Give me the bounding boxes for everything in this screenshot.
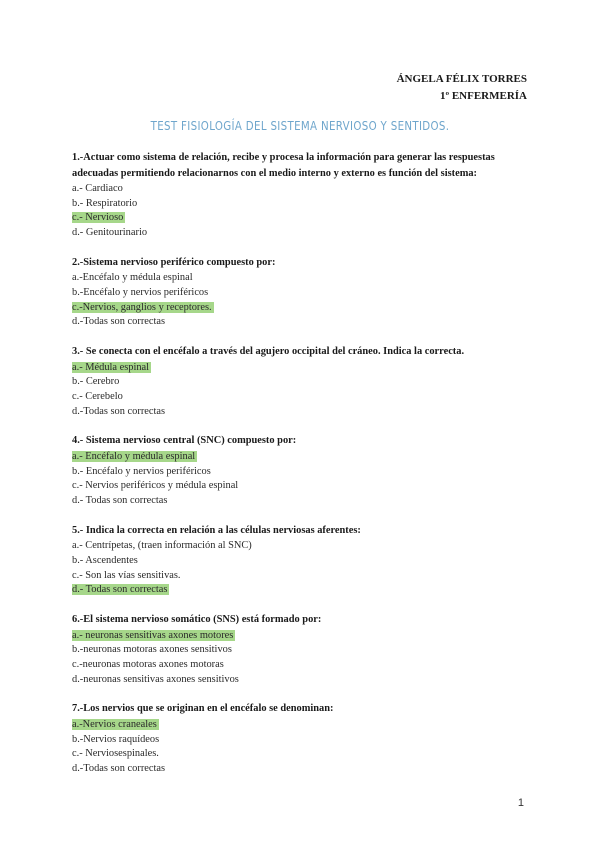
answer-option [72, 747, 534, 762]
answer-option-text: d.- Todas son correctas [72, 584, 168, 596]
question-text: 1.-Actuar como sistema de relación, recibe y procesa la información para generar las respuestas adecuadas permitiendo relacionarnos con el medio interno y externo es función del sistema: [72, 152, 495, 179]
answer-option [72, 643, 534, 658]
answer-option-correct [72, 361, 534, 376]
answer-option-text: a.-Nervios craneales [72, 718, 157, 730]
answer-option [72, 405, 534, 420]
answer-option-text: b.-Encéfalo y nervios periféricos [72, 287, 209, 299]
answer-option [72, 315, 534, 330]
document-header [397, 71, 527, 105]
answer-option-correct [72, 301, 534, 316]
question-text: 3.- Se conecta con el encéfalo a través del agujero occipital del cráneo. Indica la correcta. [72, 346, 465, 358]
answer-option-text: b.- Encéfalo y nervios periféricos [72, 465, 211, 477]
answer-option [72, 658, 534, 673]
answer-option-text: c.- Cerebelo [72, 391, 123, 403]
answer-option [72, 733, 534, 748]
answer-option-text: c.- Nervios periféricos y médula espinal [72, 480, 239, 492]
answer-option [72, 465, 534, 480]
question-2 [72, 255, 534, 330]
answer-option-text: d.-Todas son correctas [72, 405, 166, 417]
answer-option [72, 226, 534, 241]
question-text: 7.-Los nervios que se originan en el encéfalo se denominan: [72, 703, 334, 715]
answer-option [72, 539, 534, 554]
answer-option-text: d.-Todas son correctas [72, 316, 166, 328]
answer-option [72, 286, 534, 301]
question-4 [72, 433, 534, 508]
answer-option-text: b.- Ascendentes [72, 554, 138, 566]
page-number: 1 [517, 797, 524, 809]
answer-option-text: a.- Centrípetas, (traen información al SNC) [72, 540, 252, 552]
answer-option-text: d.-neuronas sensitivas axones sensitivos [72, 673, 239, 685]
answer-option-text: a.-Encéfalo y médula espinal [72, 272, 193, 284]
answer-option [72, 390, 534, 405]
answer-option-text: a.- Encéfalo y médula espinal [72, 450, 196, 462]
answer-option-text: c.-Nervios, ganglios y receptores. [72, 301, 212, 313]
answer-option-text: c.- Son las vías sensitivas. [72, 569, 181, 581]
answer-option [72, 569, 534, 584]
answer-option [72, 271, 534, 286]
answer-option [72, 673, 534, 688]
question-3 [72, 344, 534, 419]
answer-option-correct [72, 718, 534, 733]
answer-option-text: d.- Genitourinario [72, 227, 148, 239]
question-7 [72, 701, 534, 776]
question-text: 5.- Indica la correcta en relación a las células nerviosas aferentes: [72, 524, 361, 536]
answer-option-text: a.- Cardiaco [72, 183, 123, 194]
answer-option [72, 375, 534, 390]
answer-option-text: a.- neuronas sensitivas axones motores [72, 629, 234, 641]
answer-option [72, 197, 534, 212]
answer-option [72, 182, 534, 197]
answer-option-text: c.- Nervioso [72, 212, 124, 224]
answer-option-text: b.- Respiratorio [72, 197, 138, 209]
question-1 [72, 150, 534, 241]
answer-option-correct [72, 583, 534, 598]
answer-option [72, 494, 534, 509]
answer-option-correct [72, 211, 534, 226]
answer-option-text: b.-Nervios raquídeos [72, 733, 160, 745]
course-label: 1º ENFERMERÍA [439, 90, 527, 102]
question-5 [72, 523, 534, 598]
answer-option-text: a.- Médula espinal [72, 361, 150, 373]
page-title: TEST FISIOLOGÍA DEL SISTEMA NERVIOSO Y SENTIDOS. [150, 118, 450, 133]
answer-option-text: b.- Cerebro [72, 376, 120, 388]
answer-option-text: b.-neuronas motoras axones sensitivos [72, 644, 232, 656]
answer-option-text: c.-neuronas motoras axones motoras [72, 658, 224, 670]
answer-option-correct [72, 629, 534, 644]
answer-option-text: c.- Nerviosespinales. [72, 748, 159, 760]
author-name: ÁNGELA FÉLIX TORRES [396, 73, 527, 85]
question-6 [72, 612, 534, 687]
answer-option-text: d.- Todas son correctas [72, 495, 168, 507]
question-text: 2.-Sistema nervioso periférico compuesto por: [72, 256, 276, 268]
answer-option-text: d.-Todas son correctas [72, 762, 166, 774]
question-text: 6.-El sistema nervioso somático (SNS) está formado por: [72, 614, 322, 626]
answer-option [72, 554, 534, 569]
answer-option [72, 762, 534, 777]
answer-option [72, 479, 534, 494]
answer-option-correct [72, 450, 534, 465]
question-list [72, 150, 534, 791]
question-text: 4.- Sistema nervioso central (SNC) compuesto por: [72, 435, 297, 447]
